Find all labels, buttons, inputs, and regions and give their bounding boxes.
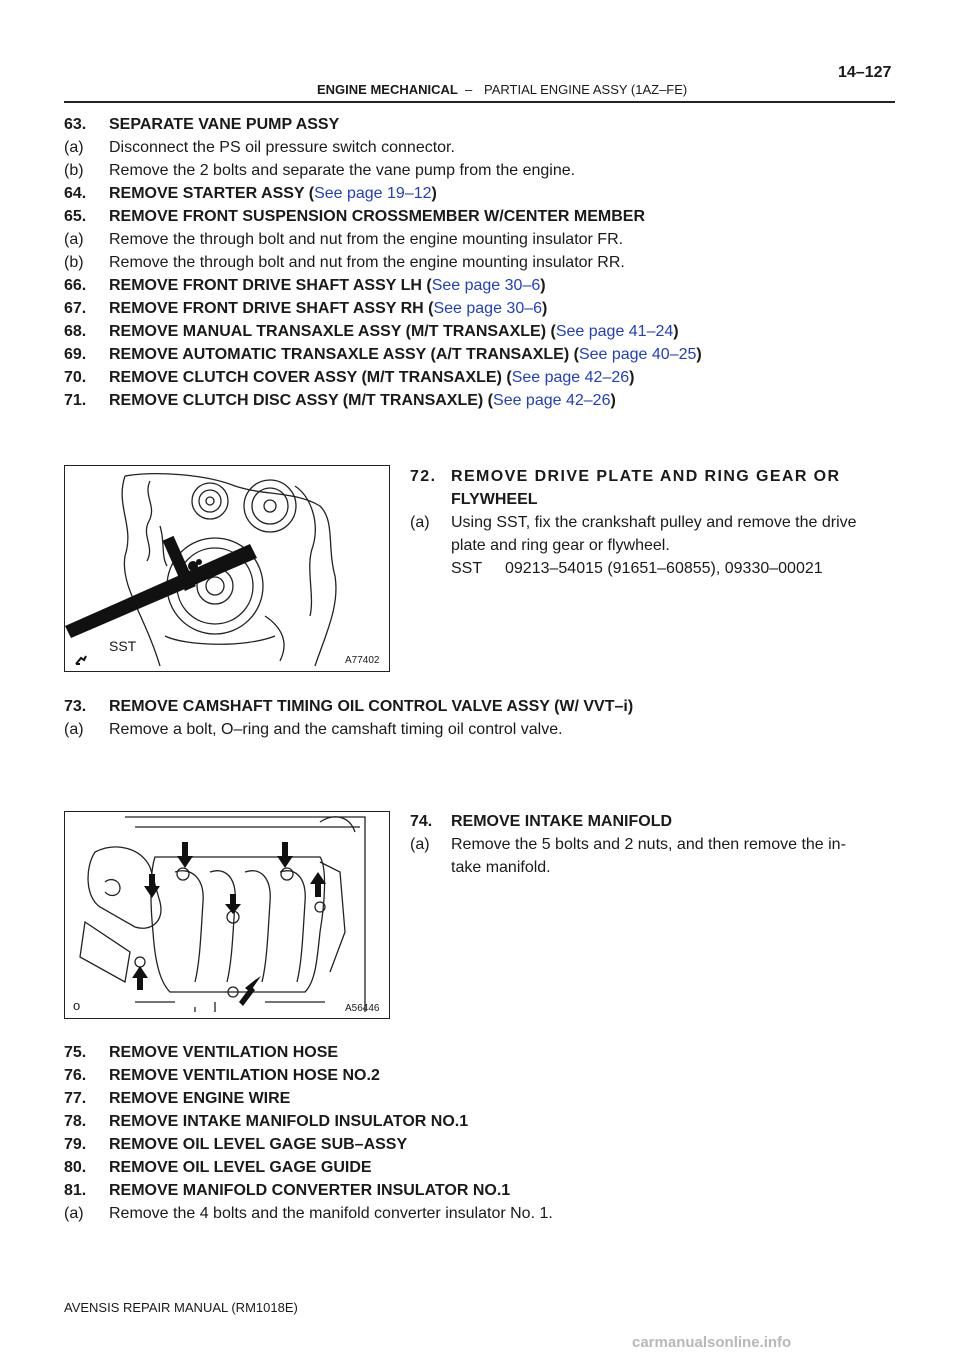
- header-rule: [64, 101, 895, 103]
- page-number: 14–127: [838, 64, 892, 81]
- figure-1-code: A77402: [345, 655, 380, 666]
- figure-intake-manifold: [64, 811, 390, 1019]
- link-see-page-30-6-lh[interactable]: See page 30–6: [431, 277, 541, 294]
- wrench-icon: [75, 655, 87, 665]
- link-see-page-40-25[interactable]: See page 40–25: [578, 346, 697, 363]
- header-subsection: PARTIAL ENGINE ASSY (1AZ–FE): [484, 82, 688, 97]
- link-see-page-19-12[interactable]: See page 19–12: [314, 185, 432, 202]
- link-see-page-42-26-disc[interactable]: See page 42–26: [493, 392, 611, 409]
- step-74a-line2: take manifold.: [451, 859, 551, 876]
- step-72a-line2: plate and ring gear or flywheel.: [451, 537, 670, 554]
- link-see-page-41-24[interactable]: See page 41–24: [555, 323, 674, 340]
- step-72-title-line2: FLYWHEEL: [451, 491, 538, 508]
- link-see-page-30-6-rh[interactable]: See page 30–6: [433, 300, 543, 317]
- figure-2-marker: o: [73, 998, 81, 1013]
- intake-manifold-illustration: [65, 812, 389, 1018]
- link-see-page-42-26-cover[interactable]: See page 42–26: [511, 369, 630, 386]
- figure-2-code: A56446: [345, 1003, 380, 1014]
- step-72a-sst: SST 09213–54015 (91651–60855), 09330–00021: [451, 560, 823, 577]
- watermark: carmanualsonline.info: [632, 1334, 792, 1351]
- figure-drive-plate-sst: [64, 465, 390, 672]
- header-dash: –: [465, 82, 473, 97]
- figure-1-sst-label: SST: [109, 638, 137, 654]
- footer-manual-title: AVENSIS REPAIR MANUAL (RM1018E): [64, 1300, 298, 1315]
- header-section: ENGINE MECHANICAL: [317, 82, 458, 97]
